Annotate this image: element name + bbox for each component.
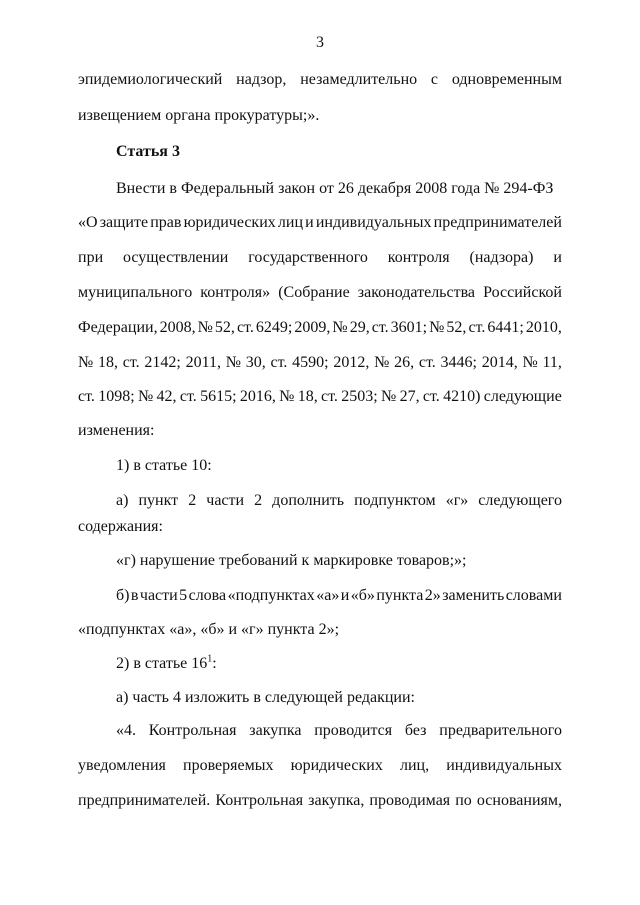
word: ст. [78, 388, 95, 405]
paragraph-line [78, 791, 562, 811]
word: пункта [376, 587, 424, 604]
word: и [553, 249, 562, 266]
word: следующего [478, 492, 562, 509]
word: 3446; [440, 354, 477, 371]
word: «г» [445, 492, 469, 509]
page-number: 3 [316, 34, 324, 51]
paragraph-line [78, 248, 562, 268]
paragraph-line [116, 491, 562, 511]
paragraph-line [78, 318, 562, 338]
word: 2» [424, 587, 441, 604]
word: № [374, 354, 390, 371]
word: ст. [422, 388, 440, 405]
word: № [279, 388, 295, 405]
word: ст. [270, 354, 288, 371]
paragraph-line [78, 283, 562, 303]
word: № [197, 319, 213, 336]
word: ст. [468, 319, 486, 336]
colon: : [212, 655, 217, 672]
word: контроля» [200, 284, 271, 301]
word: муниципального [78, 284, 193, 301]
word: дополнить [272, 492, 345, 509]
word: ст. [122, 354, 140, 371]
word: предварительного [439, 722, 562, 739]
paragraph-line [116, 721, 562, 741]
paragraph-line [78, 213, 562, 233]
word: уведомления [78, 757, 166, 774]
word: 11, [542, 354, 562, 371]
word: 2016, [239, 388, 276, 405]
word: защите [99, 214, 149, 231]
word: 42, [156, 388, 177, 405]
word: (Собрание [278, 284, 350, 301]
word: (надзора) [469, 249, 534, 266]
word: закупка [249, 722, 302, 739]
word: «подпунктах [227, 587, 315, 604]
paragraph-line: 1) в статье 10: [116, 457, 212, 474]
word: 18, [297, 388, 318, 405]
word: 3601; [390, 319, 428, 336]
paragraph-line: «подпунктах «а», «б» и «г» пункта 2»; [78, 621, 340, 638]
word: надзор, [236, 71, 287, 88]
paragraph-line: Внести в Федеральный закон от 26 декабря 2008 года № 294-ФЗ [116, 180, 554, 197]
word: № [225, 354, 242, 371]
paragraph-line [78, 756, 562, 776]
word: части [139, 587, 178, 604]
word: слова [188, 587, 227, 604]
word: ст. [371, 319, 389, 336]
word: по [455, 792, 472, 809]
word: 2142; [144, 354, 181, 371]
word: 2 [188, 492, 197, 509]
line-text: 2) в статье 16 [116, 655, 208, 672]
word: незамедлительно [300, 71, 418, 88]
word: № [429, 319, 445, 336]
word: 5 [179, 587, 188, 604]
word: ст. [418, 354, 436, 371]
word: контроля [387, 249, 450, 266]
word: б) [116, 587, 130, 604]
word: и [305, 214, 314, 231]
word: 18, [98, 354, 119, 371]
word: «4. [116, 722, 136, 739]
word: 4210) [443, 388, 481, 405]
word: части [206, 492, 245, 509]
word: 27, [399, 388, 420, 405]
word: Федерации, [78, 319, 158, 336]
paragraph-line: содержания: [78, 518, 163, 535]
word: индивидуальных [315, 214, 432, 231]
word: словами [505, 587, 562, 604]
word: заменить [442, 587, 505, 604]
word: 2012, [333, 354, 370, 371]
word: проверяемых [183, 757, 274, 774]
word: юридических [290, 757, 383, 774]
superscript-1: 1 [207, 653, 213, 665]
word: 29, [349, 319, 370, 336]
word: № [522, 354, 538, 371]
paragraph-line [78, 387, 562, 407]
word: подпунктом [354, 492, 436, 509]
word: эпидемиологический [78, 71, 223, 88]
word: проводимая [369, 792, 451, 809]
word: предпринимателей. [78, 792, 211, 809]
word: без [404, 722, 427, 739]
word: и [340, 587, 350, 604]
word: «О [78, 214, 98, 231]
word: следующие [483, 388, 562, 405]
word: одновременным [451, 71, 562, 88]
word: пункт [138, 492, 179, 509]
word: «а» [316, 587, 340, 604]
paragraph-line [78, 353, 562, 373]
word: индивидуальных [446, 757, 562, 774]
word: проводится [314, 722, 393, 739]
word: юридических [183, 214, 276, 231]
word: № [137, 388, 154, 405]
paragraph-line [116, 654, 562, 674]
word: ст. [236, 319, 254, 336]
word: № [332, 319, 348, 336]
word: 2011, [185, 354, 222, 371]
word: ст. [321, 388, 338, 405]
word: законодательства [357, 284, 476, 301]
paragraph-line: изменения: [78, 422, 155, 439]
word: с [430, 71, 439, 88]
paragraph-line: извещением органа прокуратуры;». [78, 107, 320, 124]
word: Контрольная [215, 792, 304, 809]
word: в [130, 587, 139, 604]
word: 52, [214, 319, 235, 336]
paragraph-line: а) часть 4 изложить в следующей редакции: [116, 689, 415, 706]
word: лиц, [399, 757, 430, 774]
paragraph-line [116, 586, 562, 606]
word: 6249; [255, 319, 293, 336]
word: а) [116, 492, 129, 509]
word: 26, [394, 354, 415, 371]
word: 52, [446, 319, 467, 336]
word: прав [150, 214, 182, 231]
article-heading: Статья 3 [116, 143, 180, 160]
word: 2 [254, 492, 263, 509]
word: Российской [483, 284, 562, 301]
word: № [78, 354, 94, 371]
word: 2010, [525, 319, 562, 336]
word: 30, [245, 354, 266, 371]
paragraph-line: «г) нарушение требований к маркировке товаров;»; [116, 552, 467, 569]
word: осуществлении [123, 249, 229, 266]
word: при [78, 249, 104, 266]
word: 4590; [292, 354, 329, 371]
word: основаниям, [476, 792, 562, 809]
word: № [381, 388, 397, 405]
word: лиц [277, 214, 303, 231]
word: закупка, [308, 792, 365, 809]
paragraph-line [78, 70, 562, 90]
word: «б» [350, 587, 375, 604]
word: 2009, [294, 319, 331, 336]
word: Контрольная [148, 722, 237, 739]
word: 6441; [487, 319, 524, 336]
word: 1098; [98, 388, 135, 405]
word: 5615; [200, 388, 237, 405]
word: 2503; [341, 388, 378, 405]
word: 2008, [159, 319, 196, 336]
word: ст. [179, 388, 197, 405]
word: 2014, [481, 354, 518, 371]
word: предпринимателей [433, 214, 562, 231]
word: государственного [248, 249, 368, 266]
